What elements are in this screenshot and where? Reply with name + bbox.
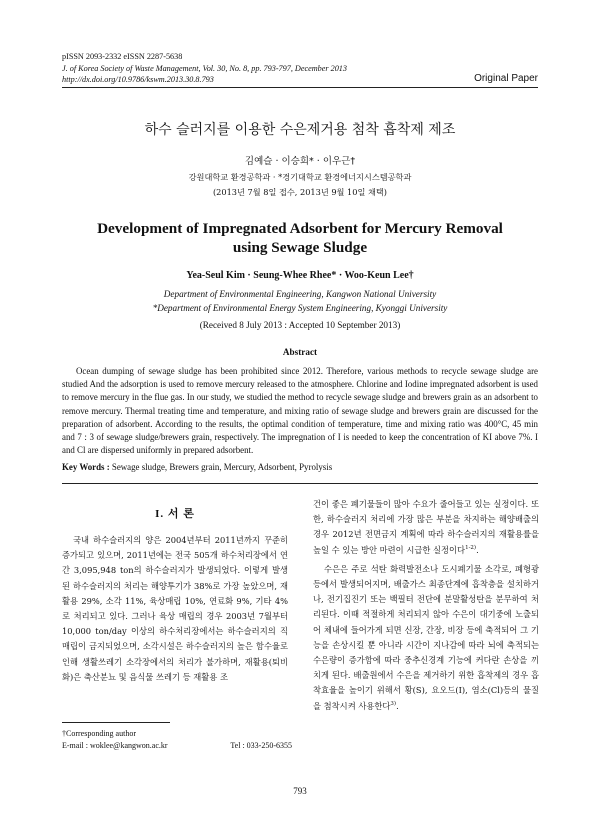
keywords-divider bbox=[62, 483, 538, 484]
author-email: E-mail : woklee@kangwon.ac.kr bbox=[62, 741, 168, 750]
english-affiliation bbox=[0, 288, 600, 315]
intro-paragraph-3 bbox=[313, 562, 539, 714]
keywords-list: Sewage sludge, Brewers grain, Mercury, Adsorbent, Pyrolysis bbox=[111, 462, 333, 472]
author-tel: Tel : 033-250-6355 bbox=[230, 741, 292, 750]
intro-paragraph-1: 국내 하수슬러지의 양은 2004년부터 2011년까지 꾸준히 증가되고 있으며, 2011년에는 전국 505개 하수처리장에서 연간 3,095,948 ton의 하수슬러지가 발생되었다. 이렇게 발생된 하수슬러지의 처리는 해양투기가 38%로 가장 높았으며, 재활용 29%, 소각 11%, 육상매립 10%, 연료화 9%, 기타 4%로 처리되고 있다. 그러나 육상 매립의 경우 2003년 7월부터 10,000 ton/day 이상의 하수처리장에서는 하수슬러지의 직 매립이 금지되었으며, 소각시설은 하수슬러지의 높은 함수율로 인해 생활쓰레기 소각장에서의 처리가 불가하며, 재활용(퇴비화)은 축산분뇨 및 음식물 쓰레기 등 재활용 조 bbox=[62, 535, 288, 682]
page-number: 793 bbox=[293, 786, 307, 796]
para2-end: . bbox=[476, 544, 479, 555]
english-title bbox=[80, 219, 520, 257]
paper-type: Original Paper bbox=[474, 73, 538, 84]
header-divider bbox=[62, 87, 538, 88]
affiliation-1: Department of Environmental Engineering, Kangwon National University bbox=[163, 289, 437, 299]
journal-citation: J. of Korea Society of Waste Management, Vol. 30, No. 8, pp. 793-797, December 2013 bbox=[62, 63, 347, 73]
journal-info bbox=[62, 51, 422, 86]
section-heading: I. 서 론 bbox=[155, 508, 195, 520]
body-column-left bbox=[62, 505, 288, 685]
korean-title: 하수 슬러지를 이용한 수은제거용 첨착 흡착제 제조 bbox=[144, 122, 456, 138]
korean-affiliation: 강원대학교 환경공학과 · *경기대학교 환경에너지시스템공학과 bbox=[188, 172, 412, 182]
english-title-line2: using Sewage Sludge bbox=[232, 239, 368, 256]
citation-ref: 3) bbox=[390, 700, 397, 707]
korean-authors: 김예슬 · 이승희* · 이우근† bbox=[244, 156, 356, 167]
english-dates: (Received 8 July 2013 : Accepted 10 September 2013) bbox=[199, 320, 401, 330]
keywords-label: Key Words : bbox=[62, 462, 110, 472]
english-title-line1: Development of Impregnated Adsorbent for Mercury Removal bbox=[97, 220, 503, 237]
affiliation-2: *Department of Environmental Energy System Engineering, Kyonggi University bbox=[152, 302, 448, 313]
doi-link[interactable]: http://dx.doi.org/10.9786/kswm.2013.30.8.793 bbox=[62, 75, 214, 85]
english-authors: Yea-Seul Kim · Seung-Whee Rhee* · Woo-Keun Lee† bbox=[186, 270, 414, 281]
corresponding-author: †Corresponding author bbox=[62, 729, 136, 738]
abstract-text: Ocean dumping of sewage sludge has been prohibited since 2012. Therefore, various methods to recycle sewage sludge are studied And the adsorption is used to remove mercury released to the atmosphere. Chlorine and Iodine impregnated adsorbent is used to remove mercury in the flue gas. In our study, we studied the method to recycle sewage sludge and brewers grain as an adsorbent to remove mercury. Thermal treating time and temperature, and mixing ratio of sewage sludge and brewers grain are discussed for the preparation of adsorbent. According to the results, the optimal condition of temperature, time and mixing ratio was 400°C, 45 min and 7 : 3 of sewage sludge/brewers grain, respectively. The impregnation of I is needed to keep the concentration of KI above 7%. I and Cl are dispersed uniformly in prepared adsorbent. bbox=[62, 366, 538, 456]
footnote bbox=[62, 728, 292, 752]
intro-paragraph-2 bbox=[313, 497, 539, 558]
keywords bbox=[62, 462, 332, 472]
para3-text: 수은은 주로 석탄 화력발전소나 도시폐기물 소각로, 폐형광등에서 발생되어지며, 배출가스 최종단계에 흡착층을 설치하거나, 전기집진기 또는 백필터 전단에 분말활성탄을 분무하여 처리된다. 이때 적절하게 처리되지 않아 수은이 대기중에 노출되어 체내에 들어가게 되면 신장, 간장, 비장 등에 축적되어 그 기능을 손상시킬 뿐 아니라 시간이 지나감에 따라 뇌에 축적되는 수은량이 증가함에 따라 중추신경계 기능에 커다란 손상을 끼치게 된다. 배출원에서 수은을 제거하기 위한 흡착제의 경우 흡착효율을 높이기 위해서 황(S), 요오드(I), 염소(Cl)등의 물질을 첨착시켜 사용한다 bbox=[313, 563, 539, 711]
abstract-heading: Abstract bbox=[282, 347, 318, 357]
issn: pISSN 2093-2332 eISSN 2287-5638 bbox=[62, 52, 183, 61]
citation-ref: 1-2) bbox=[465, 544, 477, 551]
korean-dates: (2013년 7월 8일 접수, 2013년 9월 10일 채택) bbox=[212, 187, 388, 197]
body-column-right bbox=[313, 497, 539, 714]
para3-end: . bbox=[396, 700, 399, 711]
para2-text: 건이 좋은 폐기물들이 많아 수요가 줄어들고 있는 실정이다. 또한, 하수슬러지 처리에 가장 많은 부분을 차지하는 해양배출의 경우 2012년 전면금지 계획에 따라 하수슬러지의 재활용률을 높일 수 있는 방안 마련이 시급한 실정이다 bbox=[313, 499, 539, 555]
footnote-divider bbox=[62, 722, 170, 723]
